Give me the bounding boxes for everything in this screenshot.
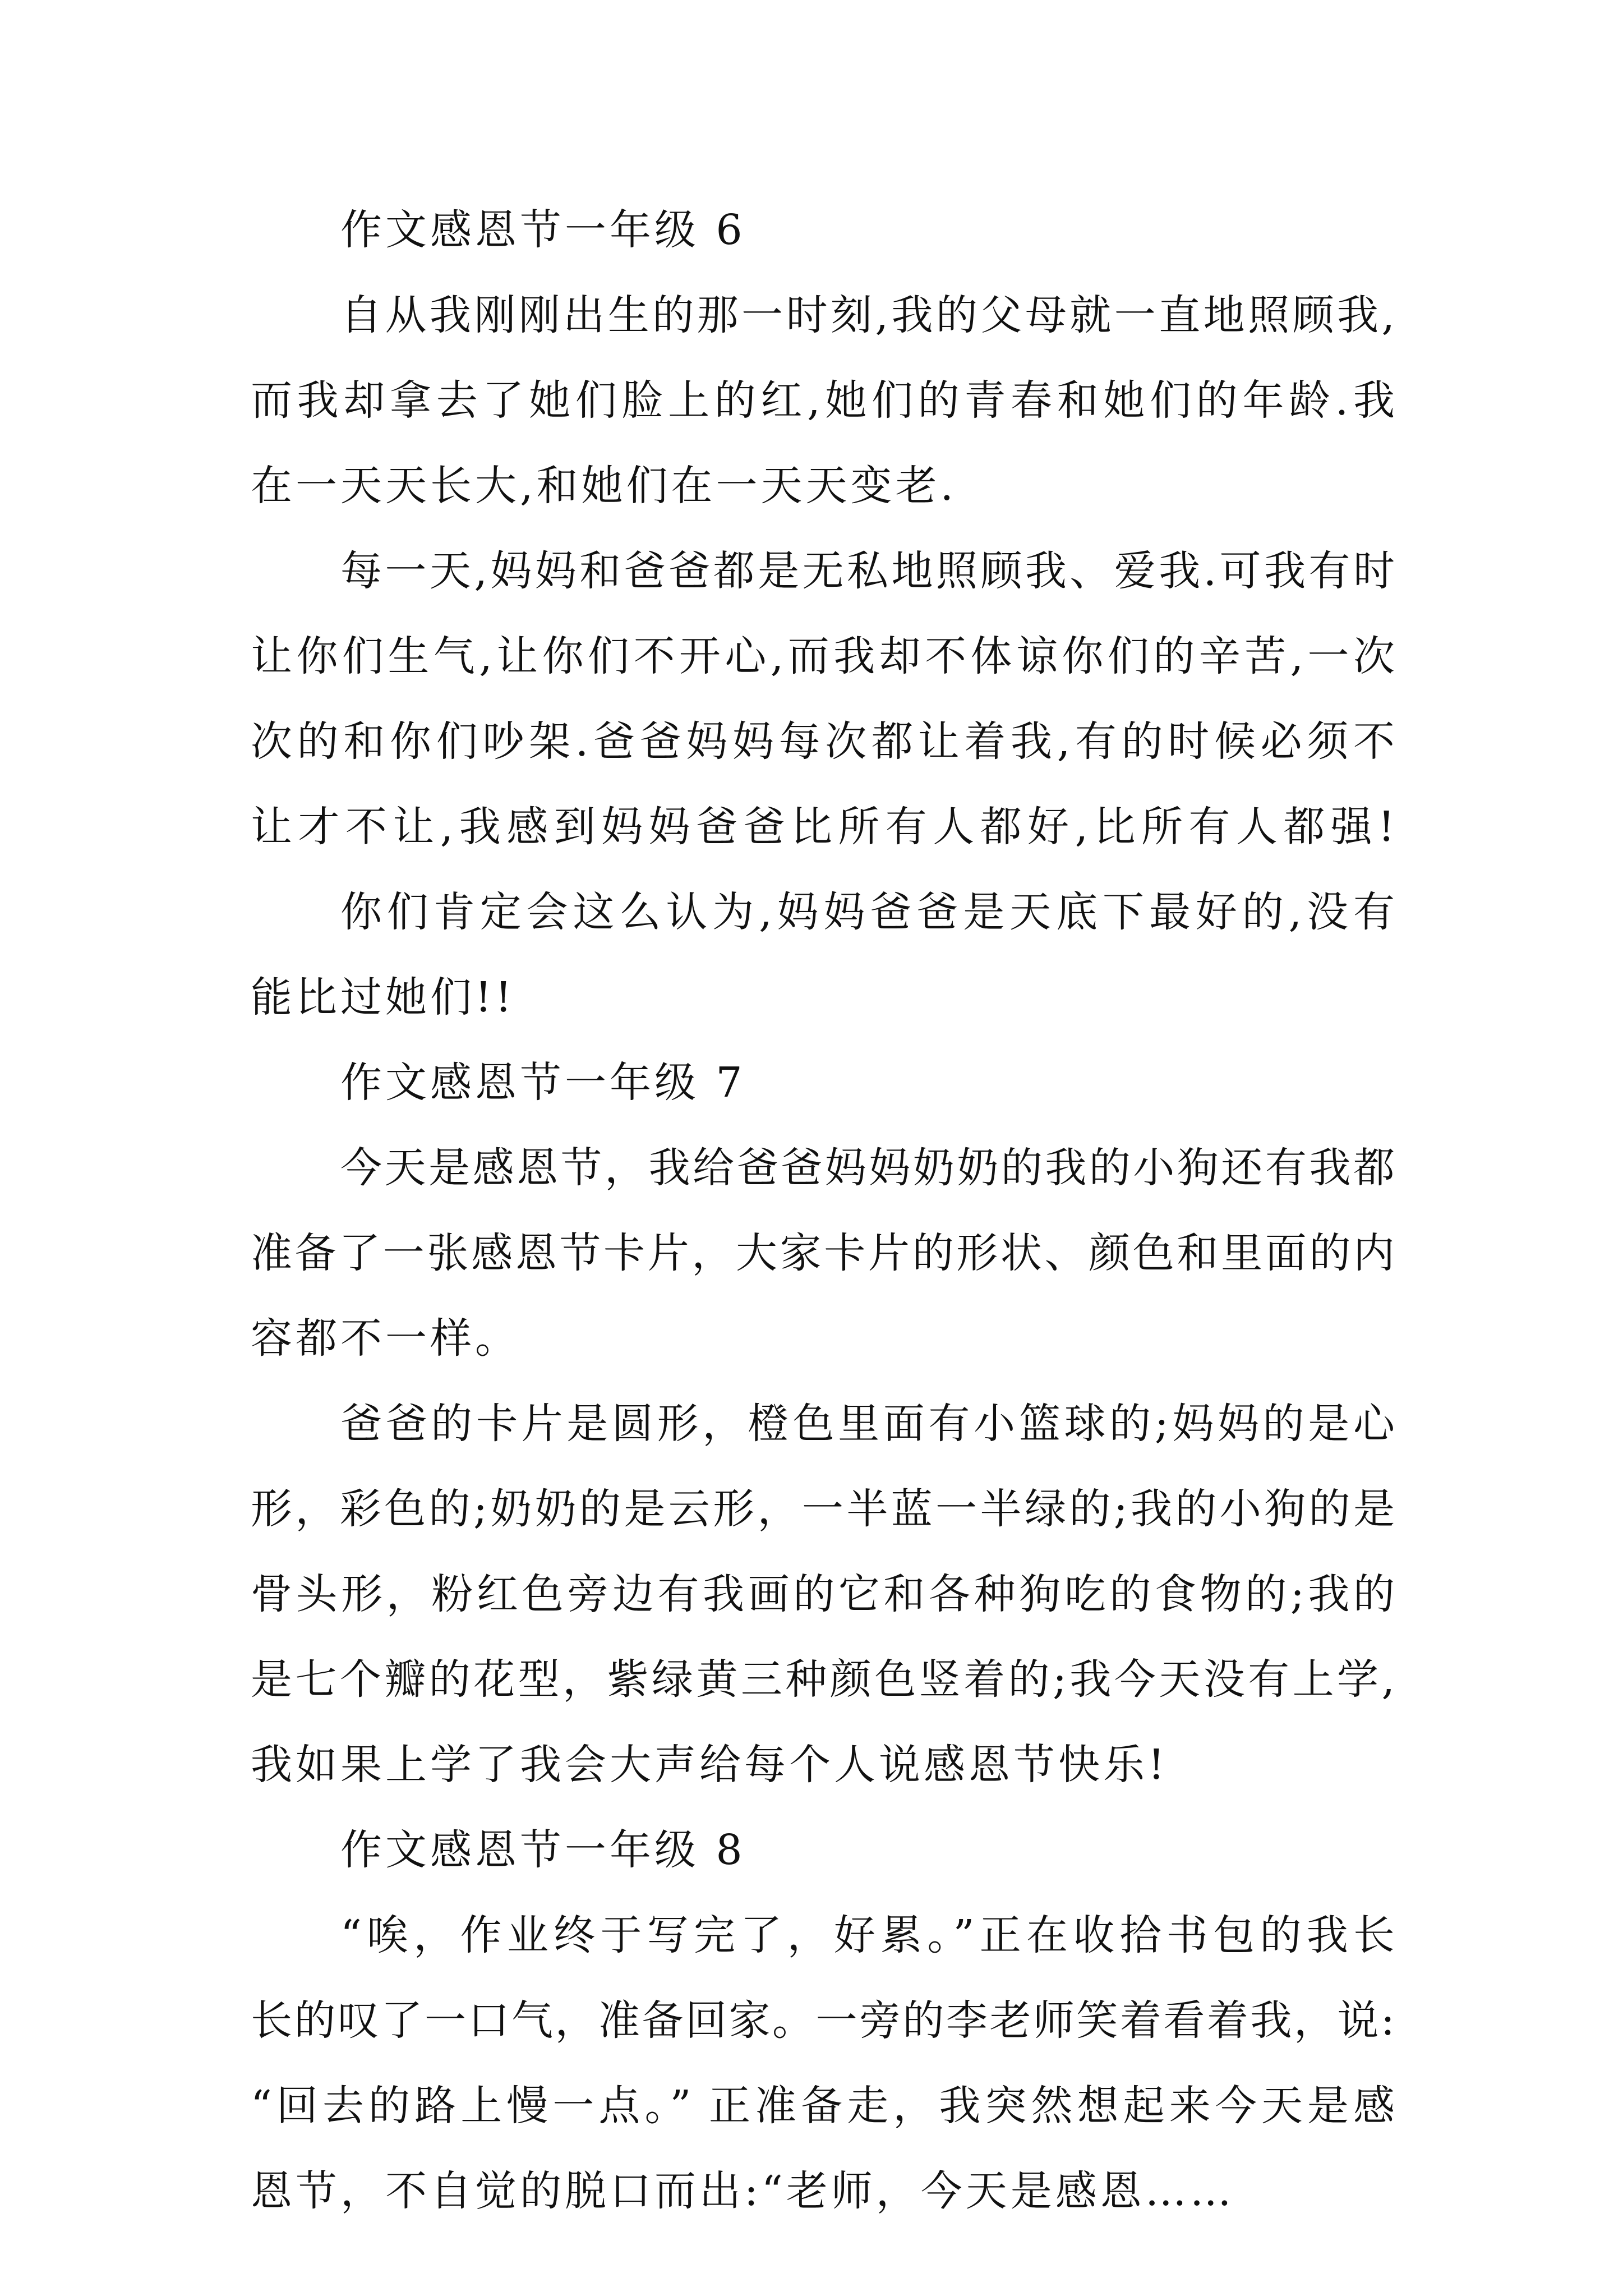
paragraph-line: 容都不一样。 bbox=[251, 1314, 520, 1363]
paragraph-line: 能比过她们!! bbox=[251, 973, 515, 1022]
section-heading: 作文感恩节一年级 8 bbox=[340, 1826, 746, 1874]
paragraph-line: 长的叹了一口气，准备回家。一旁的李老师笑着看着我，说: bbox=[251, 1996, 1395, 2045]
section-heading: 作文感恩节一年级 6 bbox=[340, 206, 746, 254]
section-heading: 作文感恩节一年级 7 bbox=[340, 1059, 746, 1107]
paragraph-line: 骨头形，粉红色旁边有我画的它和各种狗吃的食物的;我的 bbox=[251, 1570, 1395, 1618]
paragraph-line: 自从我刚刚出生的那一时刻,我的父母就一直地照顾我, bbox=[340, 291, 1395, 339]
paragraph-line: 形，彩色的;奶奶的是云形，一半蓝一半绿的;我的小狗的是 bbox=[251, 1485, 1395, 1533]
paragraph-line: 次的和你们吵架.爸爸妈妈每次都让着我,有的时候必须不 bbox=[251, 717, 1395, 766]
paragraph-line: 今天是感恩节，我给爸爸妈妈奶奶的我的小狗还有我都 bbox=[340, 1144, 1395, 1192]
paragraph-line: 准备了一张感恩节卡片，大家卡片的形状、颜色和里面的内 bbox=[251, 1229, 1395, 1277]
paragraph-line: 我如果上学了我会大声给每个人说感恩节快乐! bbox=[251, 1741, 1168, 1789]
paragraph-line: 让才不让,我感到妈妈爸爸比所有人都好,比所有人都强! bbox=[251, 803, 1395, 851]
paragraph-line: “回去的路上慢一点。” 正准备走，我突然想起来今天是感 bbox=[251, 2082, 1395, 2130]
paragraph-line: 爸爸的卡片是圆形，橙色里面有小篮球的;妈妈的是心 bbox=[340, 1400, 1395, 1448]
paragraph-line: 每一天,妈妈和爸爸都是无私地照顾我、爱我.可我有时 bbox=[340, 547, 1395, 595]
paragraph-line: 恩节，不自觉的脱口而出:“老师，今天是感恩…… bbox=[251, 2167, 1235, 2215]
paragraph-line: 是七个瓣的花型，紫绿黄三种颜色竖着的;我今天没有上学, bbox=[251, 1655, 1395, 1704]
paragraph-line: “唉，作业终于写完了，好累。”正在收拾书包的我长 bbox=[340, 1911, 1395, 1959]
paragraph-line: 在一天天长大,和她们在一天天变老. bbox=[251, 462, 957, 510]
paragraph-line: 让你们生气,让你们不开心,而我却不体谅你们的辛苦,一次 bbox=[251, 632, 1395, 680]
paragraph-line: 你们肯定会这么认为,妈妈爸爸是天底下最好的,没有 bbox=[340, 888, 1395, 936]
paragraph-line: 而我却拿去了她们脸上的红,她们的青春和她们的年龄.我 bbox=[251, 376, 1395, 425]
